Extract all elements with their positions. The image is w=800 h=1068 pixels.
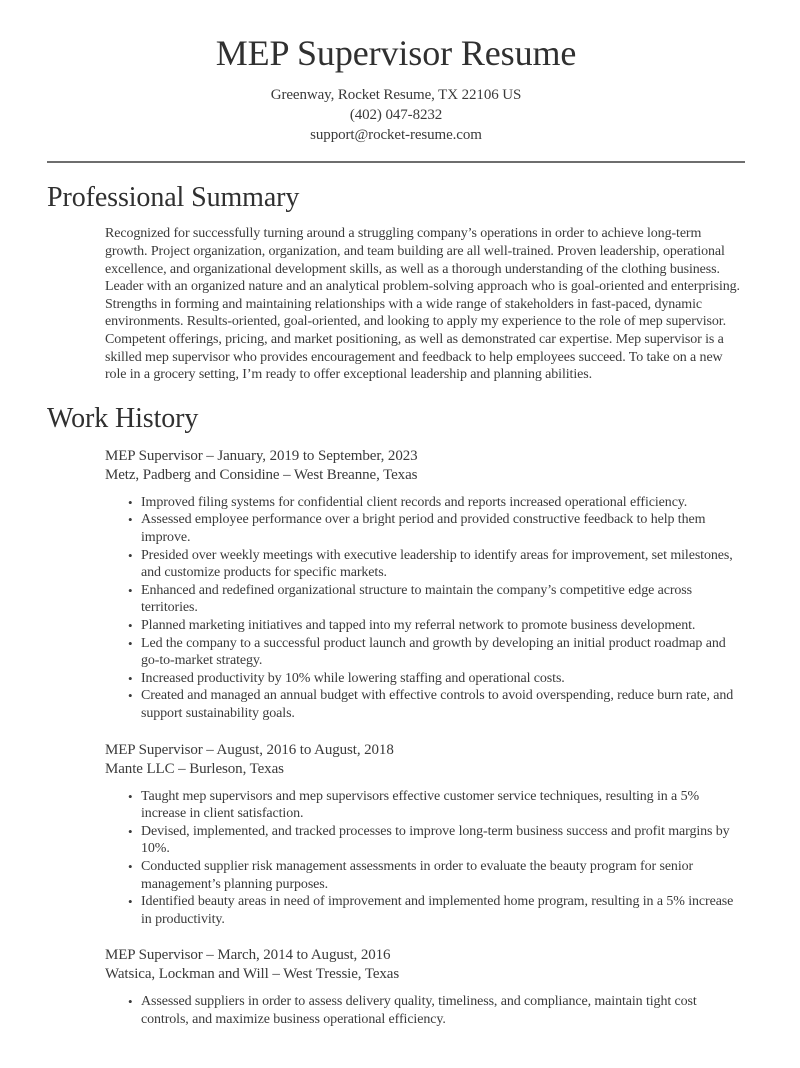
- bullet-item: • Taught mep supervisors and mep supervisors effective customer service techniques, resulting in a 5% increase in client satisfaction.: [141, 788, 745, 823]
- bullet-item: • Assessed suppliers in order to assess delivery quality, timeliness, and compliance, maintain tight cost controls, and maximize business operational efficiency.: [141, 993, 745, 1028]
- contact-address: Greenway, Rocket Resume, TX 22106 US: [270, 87, 522, 104]
- job-bullet-list: [105, 494, 745, 723]
- job-entry: [105, 447, 745, 723]
- job-bullet-list: [105, 993, 745, 1028]
- work-history-heading: Work History: [47, 402, 199, 434]
- bullet-item: • Planned marketing initiatives and tapped into my referral network to promote business development.: [141, 617, 745, 635]
- header-divider: [47, 161, 745, 163]
- summary-heading: Professional Summary: [47, 182, 300, 214]
- job-title: MEP Supervisor – March, 2014 to August, 2016: [105, 947, 391, 964]
- page-title: MEP Supervisor Resume: [215, 33, 577, 73]
- bullet-item: • Identified beauty areas in need of improvement and implemented home program, resulting in a 5% increase in productivity.: [141, 893, 745, 928]
- job-company: Mante LLC – Burleson, Texas: [105, 760, 284, 777]
- bullet-item: • Presided over weekly meetings with executive leadership to identify areas for improvement, set milestones, and customize products for specific markets.: [141, 547, 745, 582]
- job-entry: [105, 741, 745, 929]
- summary-text: Recognized for successfully turning around a struggling company’s operations in order to achieve long-term growth. Project organization, organization, and team building are all well-trained. Proven leadership, operational excellence, and organizational development skills, as well as a thorough understanding of the clothing business. Leader with an organized nature and an analytical problem-solving approach who is goal-oriented and enterprising. Strengths in forming and maintaining relationships with a wide range of stakeholders in fast-paced, dynamic environments. Results-oriented, goal-oriented, and looking to apply my experience to the role of mep supervisor. Competent offerings, pricing, and market positioning, as well as demonstrated car expertise. Mep supervisor is a skilled mep supervisor who provides encouragement and feedback to help employees succeed. To take on a new role in a grocery setting, I’m ready to offer exceptional leadership and planning abilities.: [105, 226, 740, 383]
- bullet-item: • Conducted supplier risk management assessments in order to evaluate the beauty program for senior management’s planning purposes.: [141, 858, 745, 893]
- job-entry: [105, 946, 745, 1028]
- job-company: Watsica, Lockman and Will – West Tressie, Texas: [105, 966, 400, 983]
- contact-block: [47, 86, 745, 145]
- job-company: Metz, Padberg and Considine – West Breanne, Texas: [105, 466, 418, 483]
- job-title: MEP Supervisor – January, 2019 to September, 2023: [105, 447, 418, 464]
- bullet-item: • Devised, implemented, and tracked processes to improve long-term business success and profit margins by 10%.: [141, 823, 745, 858]
- job-bullet-list: [105, 788, 745, 929]
- bullet-item: • Improved filing systems for confidential client records and reports increased operational efficiency.: [141, 494, 745, 512]
- resume-header: [47, 33, 745, 145]
- job-title: MEP Supervisor – August, 2016 to August, 2018: [105, 741, 394, 758]
- resume-page: [0, 33, 800, 1029]
- bullet-item: • Created and managed an annual budget with effective controls to avoid overspending, reduce burn rate, and support sustainability goals.: [141, 687, 745, 722]
- job-list: [47, 447, 745, 1029]
- contact-phone: (402) 047-8232: [349, 106, 443, 123]
- bullet-item: • Led the company to a successful product launch and growth by developing an initial product roadmap and go-to-market strategy.: [141, 635, 745, 670]
- bullet-item: • Enhanced and redefined organizational structure to maintain the company’s competitive edge across territories.: [141, 582, 745, 617]
- bullet-item: • Assessed employee performance over a bright period and provided constructive feedback to help them improve.: [141, 511, 745, 546]
- contact-email: support@rocket-resume.com: [310, 126, 482, 143]
- bullet-item: • Increased productivity by 10% while lowering staffing and operational costs.: [141, 670, 745, 688]
